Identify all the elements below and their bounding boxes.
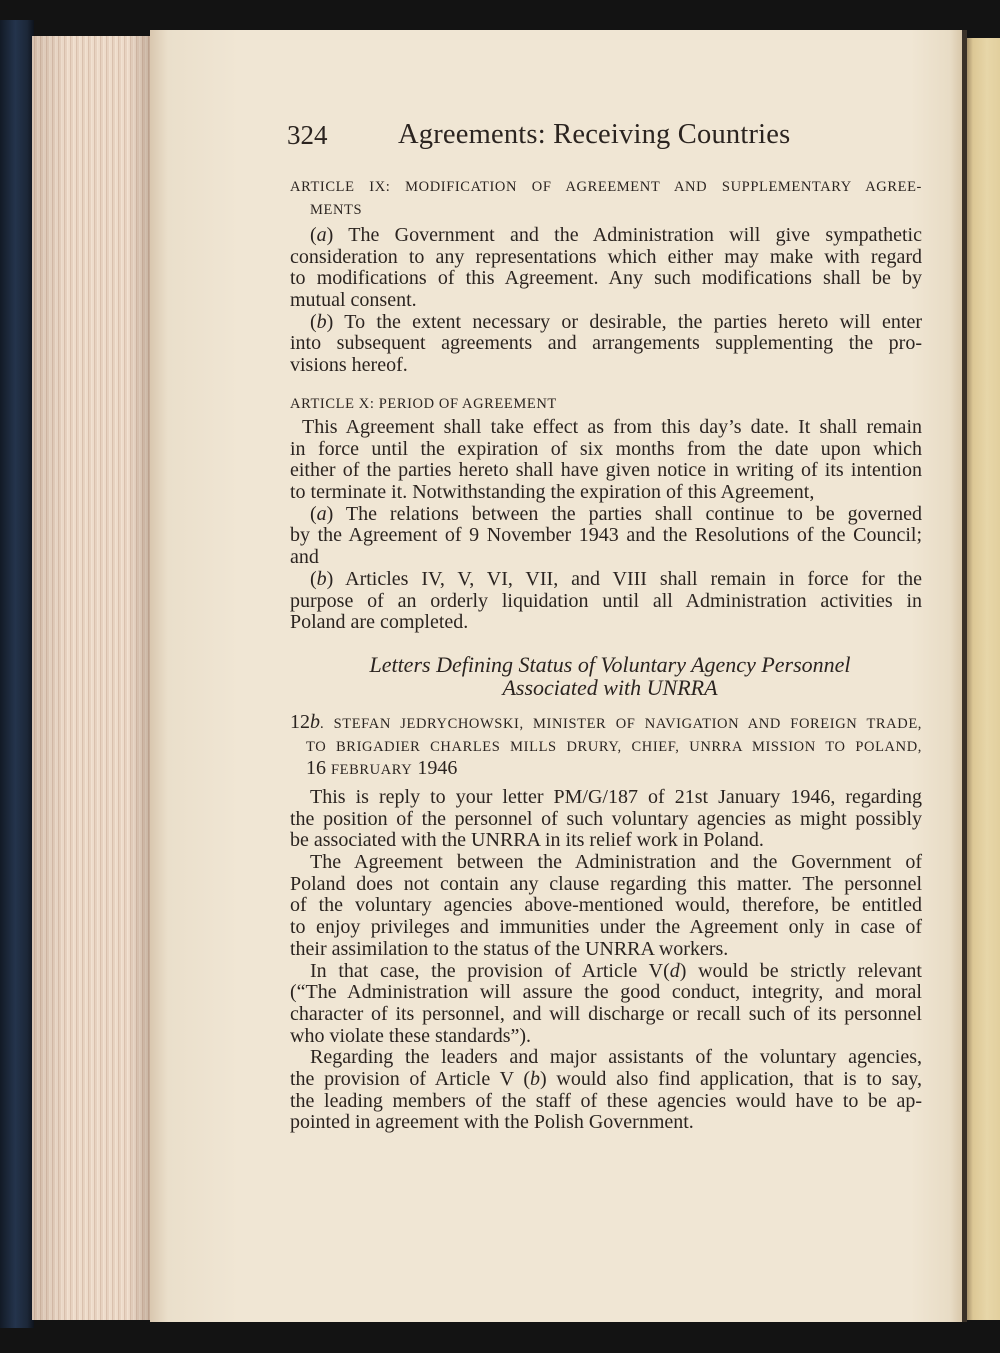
page-block-shadow: [32, 36, 152, 1320]
text-line: and: [290, 546, 319, 569]
text-line: This Agreement shall take effect as from this day’s date. It shall remain: [302, 416, 922, 438]
text-segment: ) Articles IV, V, VI, VII, and VIII shall remain in force for the: [326, 567, 922, 590]
text-line: Regarding the leaders and major assistants of the voluntary agencies,: [310, 1046, 922, 1069]
text-line: consideration to any representations which either may make with regard: [290, 245, 922, 268]
italic-marker: b: [530, 1067, 541, 1090]
text-line: to enjoy privileges and immunities under the Agreement only in case of: [290, 916, 922, 939]
italic-marker: a: [316, 224, 327, 246]
text-segment: In that case, the provision of Article V(: [310, 959, 670, 982]
text-line: the leading members of the staff of these agencies would have to be ap-: [290, 1089, 922, 1112]
heading-line: [290, 197, 922, 220]
date-month: FEBRUARY: [331, 762, 413, 778]
text-line: [290, 504, 922, 526]
text-line: [290, 225, 922, 247]
heading-line: [290, 734, 922, 757]
page-number: 324: [287, 120, 328, 150]
text-line: the position of the personnel of such voluntary agencies as might possibly: [290, 807, 922, 830]
text-line: who violate these standards”).: [290, 1024, 532, 1047]
text-segment: (: [310, 310, 317, 333]
small-caps-text: TO BRIGADIER CHARLES MILLS DRURY, CHIEF, UNRRA MISSION TO POLAND,: [306, 739, 922, 755]
text-line: The Agreement between the Administration and the Government of: [310, 851, 922, 874]
document-number: 12: [290, 711, 310, 733]
text-segment: ) The Government and the Administration will give sympathetic: [326, 224, 922, 246]
text-line: [290, 569, 922, 591]
small-caps-text: ARTICLE X: PERIOD OF AGREEMENT: [290, 396, 557, 412]
text-line: either of the parties hereto shall have given notice in writing of its intention: [290, 459, 922, 482]
text-segment: (: [310, 502, 317, 525]
text-line: purpose of an orderly liquidation until all Administration activities in: [290, 589, 922, 612]
letter-body: [290, 787, 922, 1134]
text-segment: (: [310, 224, 317, 246]
heading-line: [290, 391, 922, 414]
italic-marker: b: [316, 310, 327, 333]
italic-marker: a: [316, 502, 327, 525]
text-segment: (: [310, 567, 317, 590]
text-segment: the provision of Article V (: [290, 1067, 531, 1090]
text-line: pointed in agreement with the Polish Government.: [290, 1111, 694, 1134]
article-x-body: [290, 417, 922, 634]
text-line: [290, 1069, 922, 1091]
date-year: 1946: [417, 757, 458, 779]
document-heading: [290, 711, 922, 780]
date-day: 16: [306, 757, 326, 779]
heading-line: [290, 174, 922, 197]
text-line: (“The Administration will assure the good conduct, integrity, and moral: [290, 981, 922, 1004]
text-line: in force until the expiration of six months from the date upon which: [290, 437, 922, 460]
small-caps-text: . STEFAN JEDRYCHOWSKI, MINISTER OF NAVIGATION AND FOREIGN TRADE,: [320, 716, 922, 732]
article-x-heading: [290, 391, 922, 414]
text-line: be associated with the UNRRA in its relief work in Poland.: [290, 829, 764, 852]
text-line: to modifications of this Agreement. Any such modifications shall be by: [290, 267, 922, 290]
facing-page-edge: [967, 38, 1000, 1320]
text-line: of the voluntary agencies above-mentioned would, therefore, be entitled: [290, 894, 922, 917]
small-caps-text: MENTS: [310, 202, 363, 218]
italic-marker: d: [669, 959, 680, 982]
section-heading-line: Letters Defining Status of Voluntary Agency Personnel: [369, 652, 851, 677]
text-line: mutual consent.: [290, 289, 417, 312]
document-letter: b: [310, 711, 320, 733]
text-line: character of its personnel, and will discharge or recall such of its personnel: [290, 1002, 922, 1025]
text-line: [290, 312, 922, 334]
heading-line: [290, 711, 922, 734]
running-head: [0, 116, 1000, 154]
text-segment: ) To the extent necessary or desirable, the parties hereto will enter: [326, 310, 922, 333]
text-line: to terminate it. Notwithstanding the expiration of this Agreement,: [290, 481, 815, 504]
text-segment: ) would also find application, that is to say,: [540, 1067, 922, 1090]
text-segment: ) The relations between the parties shall continue to be governed: [326, 502, 922, 525]
text-line: [290, 961, 922, 983]
small-caps-text: ARTICLE IX: MODIFICATION OF AGREEMENT AND SUPPLEMENTARY AGREE-: [290, 179, 922, 195]
article-ix-heading: [290, 174, 922, 220]
book-cover-edge: [0, 20, 34, 1328]
text-line: by the Agreement of 9 November 1943 and the Resolutions of the Council;: [290, 524, 922, 547]
section-heading-line: Associated with UNRRA: [502, 675, 718, 700]
text-line: Poland does not contain any clause regarding this matter. The personnel: [290, 872, 922, 895]
section-heading: [294, 653, 926, 699]
italic-marker: b: [316, 567, 327, 590]
article-ix-body: [290, 225, 922, 377]
text-line: into subsequent agreements and arrangements supplementing the pro-: [290, 332, 922, 355]
running-title: Agreements: Receiving Countries: [398, 119, 791, 150]
text-line: their assimilation to the status of the UNRRA workers.: [290, 937, 729, 960]
text-line: visions hereof.: [290, 354, 408, 377]
text-line: Poland are completed.: [290, 611, 469, 634]
heading-date-line: [290, 757, 922, 780]
text-segment: ) would be strictly relevant: [679, 959, 922, 982]
text-line: This is reply to your letter PM/G/187 of 21st January 1946, regarding: [310, 786, 922, 808]
